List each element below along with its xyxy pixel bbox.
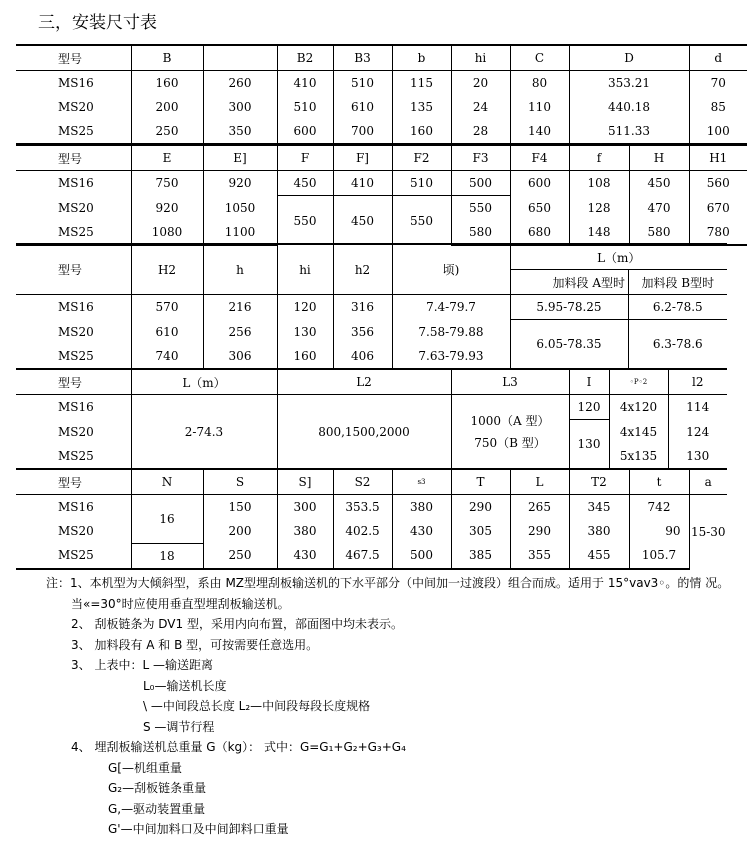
value-cell: 500 — [392, 543, 451, 569]
value-cell: 750 — [131, 171, 203, 196]
model-cell: MS20 — [16, 196, 131, 221]
table-row — [16, 171, 747, 196]
header-cell: S] — [277, 469, 333, 495]
table-row — [16, 119, 747, 144]
header-cell: l2 — [668, 369, 727, 395]
header-cell: t — [629, 469, 689, 495]
header-cell: s3 — [392, 469, 451, 495]
table-header-row — [16, 469, 727, 495]
value-cell: 108 — [569, 171, 629, 196]
value-cell: 24 — [451, 95, 510, 119]
value-cell: 90 — [629, 519, 689, 543]
value-cell: 742 — [629, 495, 689, 520]
model-cell: MS25 — [16, 344, 131, 369]
header-cell: H1 — [689, 145, 747, 171]
model-cell: MS25 — [16, 220, 131, 245]
model-cell: MS20 — [16, 519, 131, 543]
header-cell: L（m） — [510, 244, 727, 270]
value-cell: 130 — [277, 320, 333, 344]
value-cell: 316 — [333, 295, 392, 320]
value-cell: 120 — [569, 395, 609, 420]
header-cell: H — [629, 145, 689, 171]
value-cell: 260 — [203, 71, 277, 96]
value-cell: 455 — [569, 543, 629, 569]
header-cell: b — [392, 45, 451, 71]
header-cell: hi — [277, 244, 333, 295]
value-cell: 290 — [451, 495, 510, 520]
value-cell: 353.5 — [333, 495, 392, 520]
value-cell: 120 — [277, 295, 333, 320]
value-cell: 110 — [510, 95, 569, 119]
header-cell: I — [569, 369, 609, 395]
header-cell: h — [203, 244, 277, 295]
header-cell: B2 — [277, 45, 333, 71]
model-cell: MS25 — [16, 119, 131, 144]
header-cell: ◦P◦2 — [609, 369, 668, 395]
value-cell: 18 — [131, 543, 203, 569]
model-cell: MS16 — [16, 171, 131, 196]
value-cell: 380 — [569, 519, 629, 543]
value-cell: 5x135 — [609, 444, 668, 469]
value-cell: 16 — [131, 495, 203, 544]
value-cell: 1080 — [131, 220, 203, 245]
value-cell: 450 — [277, 171, 333, 196]
header-cell: 顷) — [392, 244, 510, 295]
value-cell: 650 — [510, 196, 569, 221]
header-cell: B3 — [333, 45, 392, 71]
notes-section — [46, 573, 729, 840]
value-cell: 380 — [392, 495, 451, 520]
value-cell: 150 — [203, 495, 277, 520]
value-cell: 353.21 — [569, 71, 689, 96]
value-cell: 114 — [668, 395, 727, 420]
value-cell: 135 — [392, 95, 451, 119]
value-cell: 216 — [203, 295, 277, 320]
header-cell: F4 — [510, 145, 569, 171]
header-cell: h2 — [333, 244, 392, 295]
header-cell: 型号 — [16, 469, 131, 495]
value-cell: 140 — [510, 119, 569, 144]
header-cell: 加料段 A型时 — [510, 270, 628, 295]
value-cell: 680 — [510, 220, 569, 245]
value-cell: 7.63-79.93 — [392, 344, 510, 369]
header-cell: F3 — [451, 145, 510, 171]
value-cell: 800,1500,2000 — [277, 395, 451, 469]
header-cell: S2 — [333, 469, 392, 495]
value-cell: 130 — [668, 444, 727, 469]
header-cell: L3 — [451, 369, 569, 395]
header-cell: F] — [333, 145, 392, 171]
note-line: S —调节行程 — [143, 719, 215, 734]
value-cell: 250 — [131, 119, 203, 144]
value-cell: 510 — [392, 171, 451, 196]
value-cell: 355 — [510, 543, 569, 569]
note-line: 注：1、本机型为大倾斜型，系由 MZ型埋刮板输送机的下水平部分（中间加一过渡段）组合而成。适用于 15°vav3◦。的情 况。 — [46, 576, 730, 590]
value-cell: 306 — [203, 344, 277, 369]
note-line: G'—中间加料口及中间卸料口重量 — [108, 822, 289, 836]
value-cell: 356 — [333, 320, 392, 344]
value-cell: 148 — [569, 220, 629, 245]
value-cell: 402.5 — [333, 519, 392, 543]
header-cell: N — [131, 469, 203, 495]
value-cell: 200 — [203, 519, 277, 543]
header-cell: T — [451, 469, 510, 495]
value-cell: 560 — [689, 171, 747, 196]
table-row — [16, 95, 747, 119]
value-cell: 250 — [203, 543, 277, 569]
value-cell: 5.95-78.25 — [510, 295, 628, 320]
dimension-table-3 — [16, 243, 727, 370]
model-cell: MS16 — [16, 495, 131, 520]
value-cell: 1050 — [203, 196, 277, 221]
table-row — [16, 395, 727, 420]
value-cell: 1100 — [203, 220, 277, 245]
header-cell: S — [203, 469, 277, 495]
model-cell: MS16 — [16, 295, 131, 320]
model-cell: MS20 — [16, 420, 131, 444]
value-cell: 440.18 — [569, 95, 689, 119]
dimension-table-2 — [16, 144, 747, 246]
value-cell: 265 — [510, 495, 569, 520]
table-header-row — [16, 244, 727, 270]
note-line: G,—驱动装置重量 — [108, 801, 206, 816]
header-cell: B — [131, 45, 203, 71]
value-cell: 511.33 — [569, 119, 689, 144]
value-cell: 7.58-79.88 — [392, 320, 510, 344]
value-cell: 300 — [203, 95, 277, 119]
table-row — [16, 196, 747, 221]
table-row — [16, 320, 727, 344]
dimension-table-5 — [16, 468, 727, 570]
value-cell: 380 — [277, 519, 333, 543]
model-cell: MS16 — [16, 395, 131, 420]
value-cell: 780 — [689, 220, 747, 245]
value-cell: 7.4-79.7 — [392, 295, 510, 320]
value-cell: 580 — [629, 220, 689, 245]
table-header-row — [16, 45, 747, 71]
value-cell: 28 — [451, 119, 510, 144]
table-row — [16, 543, 727, 569]
value-cell: 385 — [451, 543, 510, 569]
header-cell: E — [131, 145, 203, 171]
value-cell: 160 — [131, 71, 203, 96]
value-cell: 100 — [689, 119, 747, 144]
value-cell: 410 — [277, 71, 333, 96]
value-cell: 406 — [333, 344, 392, 369]
model-cell: MS20 — [16, 95, 131, 119]
value-cell: 580 — [451, 220, 510, 245]
value-cell: 345 — [569, 495, 629, 520]
value-cell: 430 — [277, 543, 333, 569]
value-cell: 6.2-78.5 — [628, 295, 727, 320]
header-cell: 加料段 B型时 — [628, 270, 727, 295]
value-cell: 600 — [277, 119, 333, 144]
note-line: 3、 加料段有 A 和 B 型，可按需要任意选用。 — [71, 637, 319, 652]
value-cell: 70 — [689, 71, 747, 96]
value-cell: 450 — [333, 196, 392, 246]
value-cell: 6.05-78.35 — [510, 320, 628, 369]
value-cell: 290 — [510, 519, 569, 543]
value-cell: 670 — [689, 196, 747, 221]
note-line: G₂—刮板链条重量 — [108, 781, 207, 795]
table-row — [16, 295, 727, 320]
value-cell: 115 — [392, 71, 451, 96]
table-header-row — [16, 369, 727, 395]
value-cell: 920 — [131, 196, 203, 221]
value-cell: 610 — [131, 320, 203, 344]
value-cell: 80 — [510, 71, 569, 96]
value-cell: 6.3-78.6 — [628, 320, 727, 369]
value-cell: 570 — [131, 295, 203, 320]
header-cell: a — [689, 469, 727, 495]
header-cell: hi — [451, 45, 510, 71]
value-cell: 740 — [131, 344, 203, 369]
value-cell: 160 — [277, 344, 333, 369]
value-cell: 550 — [451, 196, 510, 221]
value-cell: 550 — [392, 196, 451, 246]
value-cell: 550 — [277, 196, 333, 246]
value-cell: 305 — [451, 519, 510, 543]
header-cell: 型号 — [16, 369, 131, 395]
value-cell: 200 — [131, 95, 203, 119]
header-cell: F2 — [392, 145, 451, 171]
model-cell: MS25 — [16, 444, 131, 469]
value-cell: 700 — [333, 119, 392, 144]
value-cell: 105.7 — [629, 543, 689, 569]
header-cell: 型号 — [16, 244, 131, 295]
value-cell: 510 — [277, 95, 333, 119]
header-cell: E] — [203, 145, 277, 171]
value-cell: 4x120 — [609, 395, 668, 420]
value-cell: 124 — [668, 420, 727, 444]
value-cell: 20 — [451, 71, 510, 96]
l3-a-type: 1000（A 型） — [470, 413, 550, 428]
dimension-table-1 — [16, 44, 747, 145]
table-header-row — [16, 145, 747, 171]
model-cell: MS20 — [16, 320, 131, 344]
value-cell: 85 — [689, 95, 747, 119]
value-cell: 610 — [333, 95, 392, 119]
table-row — [16, 495, 727, 520]
note-line: G[—机组重量 — [108, 760, 182, 775]
value-cell: 300 — [277, 495, 333, 520]
value-cell: 430 — [392, 519, 451, 543]
header-cell: d — [689, 45, 747, 71]
value-cell: 128 — [569, 196, 629, 221]
section-title: 三，安装尺寸表 — [38, 13, 157, 33]
note-line: 当«=30°时应使用垂直型埋刮板输送机。 — [71, 596, 290, 611]
header-cell: C — [510, 45, 569, 71]
header-cell: 型号 — [16, 45, 131, 71]
note-line: 4、 埋刮板输送机总重量 G（kg）： 式中：G=G₁+G₂+G₃+G₄ — [71, 740, 406, 754]
value-cell: 350 — [203, 119, 277, 144]
table-row — [16, 519, 727, 543]
l3-b-type: 750（B 型） — [474, 435, 546, 450]
note-line: 3、 上表中：L —输送距离 — [71, 658, 213, 672]
note-line: \ —中间段总长度 L₂—中间段每段长度规格 — [143, 699, 371, 713]
header-cell — [203, 45, 277, 71]
header-cell: T2 — [569, 469, 629, 495]
value-cell: 510 — [333, 71, 392, 96]
header-cell: L — [510, 469, 569, 495]
value-cell: 470 — [629, 196, 689, 221]
note-line: 2、 刮板链条为 DV1 型，采用内向布置，部面图中均未表示。 — [71, 617, 403, 631]
header-cell: 型号 — [16, 145, 131, 171]
dimension-table-4 — [16, 368, 727, 470]
value-cell: 256 — [203, 320, 277, 344]
note-line: L₀—输送机长度 — [143, 678, 227, 693]
model-cell: MS16 — [16, 71, 131, 96]
value-cell: 130 — [569, 420, 609, 469]
header-cell: L2 — [277, 369, 451, 395]
value-cell: 600 — [510, 171, 569, 196]
table-row — [16, 71, 747, 96]
value-cell: 500 — [451, 171, 510, 196]
value-cell — [451, 395, 569, 469]
header-cell: f — [569, 145, 629, 171]
value-cell: 410 — [333, 171, 392, 196]
value-cell: 920 — [203, 171, 277, 196]
value-cell: 2-74.3 — [131, 395, 277, 469]
value-cell: 467.5 — [333, 543, 392, 569]
header-cell: H2 — [131, 244, 203, 295]
header-cell: L（m） — [131, 369, 277, 395]
value-cell: 4x145 — [609, 420, 668, 444]
value-cell: 160 — [392, 119, 451, 144]
value-cell: 450 — [629, 171, 689, 196]
header-cell: F — [277, 145, 333, 171]
header-cell: D — [569, 45, 689, 71]
model-cell: MS25 — [16, 543, 131, 569]
value-cell: 15-30 — [689, 495, 727, 569]
